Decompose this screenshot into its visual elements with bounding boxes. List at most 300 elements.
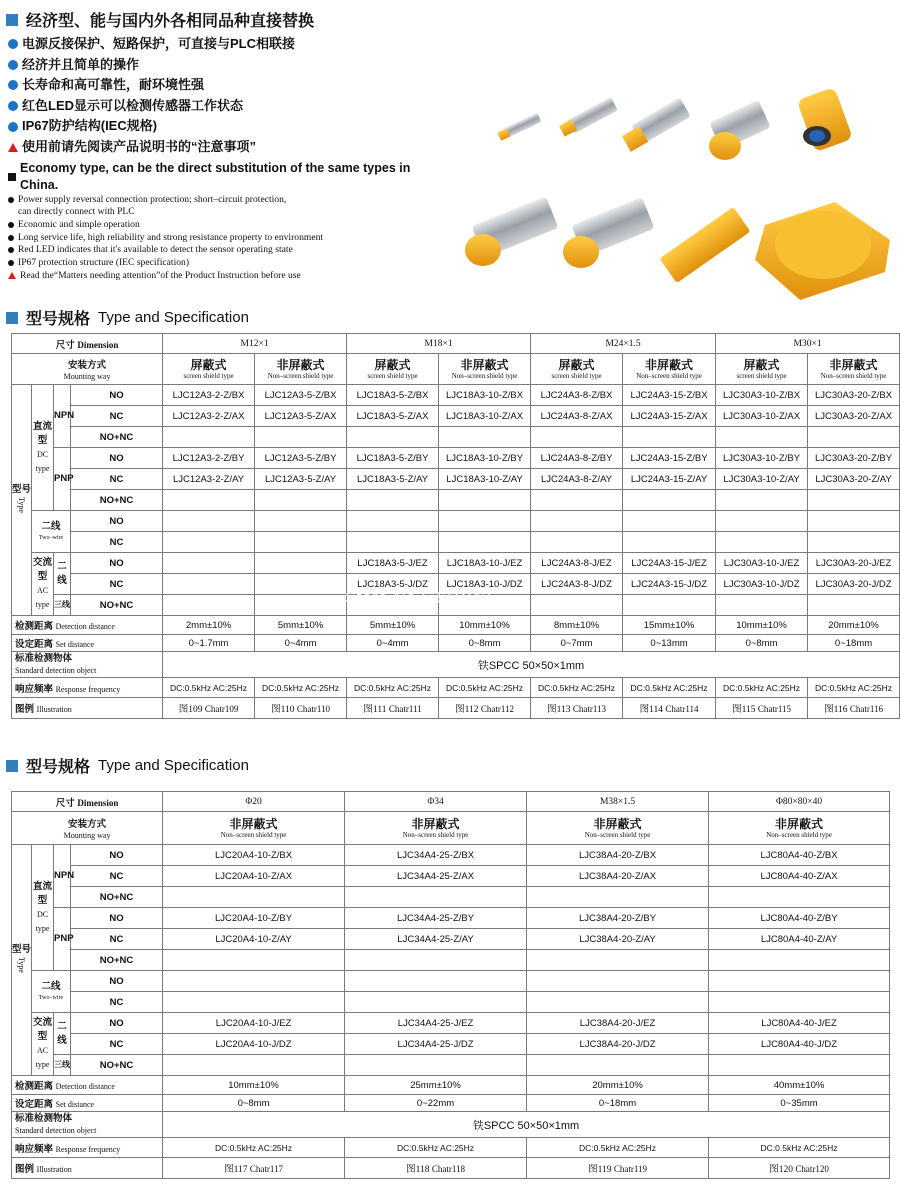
model-row [12, 469, 900, 490]
detection-cell: 20mm±10% [527, 1076, 709, 1095]
feature-item-en: Red LED indicates that it's available to detect the sensor operating state [8, 244, 448, 257]
model-row [12, 448, 900, 469]
model-row [12, 511, 900, 532]
feature-list [8, 34, 448, 282]
model-cell: LJC30A3-10-Z/AX [716, 406, 808, 427]
nonshield-type-header: 非屏蔽式 Non–screen shield type [345, 812, 527, 845]
model-cell: LJC80A4-40-J/DZ [709, 1034, 890, 1055]
dc-type-label: 直流型 DC type [32, 385, 54, 511]
output-signal-label: NC [71, 1034, 163, 1055]
model-cell [808, 595, 900, 616]
model-cell: LJC30A3-20-J/EZ [808, 553, 900, 574]
model-cell: LJC38A4-20-Z/AY [527, 929, 709, 950]
store-watermark: Store No.: 321042 [345, 588, 492, 607]
model-cell: LJC30A3-20-Z/BX [808, 385, 900, 406]
detection-row [12, 1076, 890, 1095]
three-wire-label: 三线 [54, 595, 71, 616]
model-cell: LJC24A3-8-Z/AY [531, 469, 623, 490]
model-cell [716, 595, 808, 616]
model-cell: LJC12A3-2-Z/BY [163, 448, 255, 469]
feature-item-en: can directly connect with PLC [18, 206, 135, 218]
model-cell: LJC38A4-20-Z/AX [527, 866, 709, 887]
model-cell [716, 427, 808, 448]
output-signal-label: NC [71, 866, 163, 887]
standard-object-label: 标准检测物体 Standard detection object [12, 652, 163, 678]
model-cell [439, 532, 531, 553]
model-cell: LJC30A3-20-Z/AX [808, 406, 900, 427]
model-row [12, 992, 890, 1013]
blue-dot-bullet-icon [8, 60, 18, 70]
mounting-label: 安装方式 Mounting way [12, 812, 163, 845]
model-cell [255, 490, 347, 511]
model-cell: LJC30A3-10-Z/BX [716, 385, 808, 406]
size-header: M18×1 [347, 334, 531, 354]
model-cell: LJC34A4-25-Z/AY [345, 929, 527, 950]
model-cell [531, 532, 623, 553]
shield-type-header: 屏蔽式 screen shield type [716, 354, 808, 385]
model-cell [709, 887, 890, 908]
model-row [12, 866, 890, 887]
nonshield-type-header: 非屏蔽式 Non–screen shield type [255, 354, 347, 385]
model-cell: LJC18A3-10-Z/AY [439, 469, 531, 490]
output-signal-label: NC [71, 929, 163, 950]
features-en-heading: Economy type, can be the direct substitution of the same types in China. [8, 160, 448, 194]
response-cell: DC:0.5kHz AC:25Hz [163, 1138, 345, 1158]
header-title-text: 经济型、能与国内外各相同品种直接替换 [26, 13, 315, 30]
model-row [12, 532, 900, 553]
model-cell [163, 490, 255, 511]
model-cell: LJC24A3-15-Z/AX [623, 406, 716, 427]
header-title [6, 8, 314, 31]
section1-title: 型号规格 Type and Specification [6, 306, 249, 329]
output-signal-label: NO [71, 845, 163, 866]
warning-triangle-icon [8, 272, 16, 279]
sensor-m30-long2-icon [563, 197, 655, 268]
detection-cell: 15mm±10% [623, 616, 716, 635]
sensor-square80-icon [755, 202, 890, 300]
model-cell: LJC20A4-10-Z/BY [163, 908, 345, 929]
model-cell [255, 511, 347, 532]
response-cell: DC:0.5kHz AC:25Hz [347, 678, 439, 698]
blue-dot-bullet-icon [8, 101, 18, 111]
model-cell: LJC30A3-10-J/EZ [716, 553, 808, 574]
output-signal-label: NO [71, 553, 163, 574]
model-cell: LJC20A4-10-Z/AX [163, 866, 345, 887]
model-cell: LJC20A4-10-J/DZ [163, 1034, 345, 1055]
model-cell: LJC80A4-40-Z/BY [709, 908, 890, 929]
feature-item-en: Read the“Matters needing attention”of the Product Instruction before use [8, 270, 448, 283]
model-cell: LJC20A4-10-J/EZ [163, 1013, 345, 1034]
model-cell: LJC18A3-5-Z/AX [347, 406, 439, 427]
model-row [12, 406, 900, 427]
model-cell: LJC12A3-5-Z/BY [255, 448, 347, 469]
square-bullet-icon [8, 173, 16, 181]
set-distance-cell: 0~1.7mm [163, 635, 255, 652]
model-cell [808, 490, 900, 511]
feature-item-cn: 电源反接保护、短路保护，可直接与PLC相联接 [8, 34, 448, 55]
size-header: Φ20 [163, 792, 345, 812]
illustration-cell: 图114 Chatr114 [623, 698, 716, 719]
model-cell: LJC18A3-10-Z/BY [439, 448, 531, 469]
response-cell: DC:0.5kHz AC:25Hz [716, 678, 808, 698]
set-distance-cell: 0~4mm [255, 635, 347, 652]
model-row [12, 1034, 890, 1055]
model-cell: LJC34A4-25-Z/BY [345, 908, 527, 929]
standard-object-cell: 铁SPCC 50×50×1mm [163, 652, 900, 678]
model-cell [163, 532, 255, 553]
feature-item-cn: 长寿命和高可靠性，耐环境性强 [8, 75, 448, 96]
output-signal-label: NO+NC [71, 427, 163, 448]
response-cell: DC:0.5kHz AC:25Hz [439, 678, 531, 698]
model-cell [163, 427, 255, 448]
model-row [12, 1013, 890, 1034]
model-row [12, 553, 900, 574]
feature-item-cn: 红色LED显示可以检测传感器工作状态 [8, 96, 448, 117]
model-cell: LJC80A4-40-Z/BX [709, 845, 890, 866]
set-distance-cell: 0~18mm [808, 635, 900, 652]
feature-item-en: Long service life, high reliability and strong resistance property to environment [8, 232, 448, 245]
model-cell [439, 490, 531, 511]
sensor-m30-icon [709, 100, 771, 160]
model-cell [347, 490, 439, 511]
illustration-label: 图例 Illustration [12, 698, 163, 719]
model-cell: LJC18A3-10-Z/BX [439, 385, 531, 406]
set-distance-cell: 0~13mm [623, 635, 716, 652]
sensor-phi34-icon [797, 87, 853, 152]
illustration-cell: 图109 Chatr109 [163, 698, 255, 719]
set-distance-row [12, 635, 900, 652]
model-cell: LJC18A3-5-J/EZ [347, 553, 439, 574]
model-cell: LJC38A4-20-Z/BY [527, 908, 709, 929]
shield-type-header: 屏蔽式 screen shield type [531, 354, 623, 385]
warning-triangle-icon [8, 143, 18, 152]
model-cell: LJC12A3-2-Z/BX [163, 385, 255, 406]
standard-object-row [12, 1112, 890, 1138]
square-bullet-icon [6, 14, 18, 26]
model-cell [345, 950, 527, 971]
output-signal-label: NO [71, 908, 163, 929]
model-cell: LJC34A4-25-Z/AX [345, 866, 527, 887]
model-cell: LJC24A3-8-Z/BX [531, 385, 623, 406]
response-row [12, 678, 900, 698]
model-cell: LJC34A4-25-J/EZ [345, 1013, 527, 1034]
set-distance-cell: 0~22mm [345, 1095, 527, 1112]
output-signal-label: NO+NC [71, 950, 163, 971]
model-cell [345, 1055, 527, 1076]
size-header: Φ80×80×40 [709, 792, 890, 812]
detection-cell: 25mm±10% [345, 1076, 527, 1095]
model-row [12, 908, 890, 929]
model-cell [808, 532, 900, 553]
set-distance-label: 设定距离 Set distance [12, 635, 163, 652]
illustration-cell: 图116 Chatr116 [808, 698, 900, 719]
model-cell: LJC24A3-15-Z/AY [623, 469, 716, 490]
response-label: 响应频率 Response frequency [12, 1138, 163, 1158]
ac-type-label: 交流型 AC type [32, 553, 54, 616]
output-signal-label: NC [71, 406, 163, 427]
model-cell [163, 574, 255, 595]
model-cell: LJC24A3-15-J/DZ [623, 574, 716, 595]
model-cell: LJC24A3-8-Z/BY [531, 448, 623, 469]
model-cell [527, 971, 709, 992]
dc-type-label: 直流型 DC type [32, 845, 54, 971]
model-row [12, 427, 900, 448]
model-cell: LJC18A3-10-J/DZ [439, 574, 531, 595]
illustration-row [12, 1158, 890, 1179]
blue-dot-bullet-icon [8, 122, 18, 132]
model-cell: LJC12A3-5-Z/AX [255, 406, 347, 427]
nonshield-type-header: 非屏蔽式 Non–screen shield type [623, 354, 716, 385]
model-cell: LJC30A3-10-Z/BY [716, 448, 808, 469]
model-row [12, 929, 890, 950]
model-cell [531, 490, 623, 511]
detection-cell: 20mm±10% [808, 616, 900, 635]
model-cell [531, 427, 623, 448]
model-cell [347, 532, 439, 553]
model-cell [709, 950, 890, 971]
output-signal-label: NC [71, 469, 163, 490]
model-cell [345, 992, 527, 1013]
two-wire-label: 二线 Two–wire [32, 511, 71, 553]
standard-object-row [12, 652, 900, 678]
shield-type-header: 屏蔽式 screen shield type [163, 354, 255, 385]
detection-cell: 2mm±10% [163, 616, 255, 635]
section2-title: 型号规格 Type and Specification [6, 754, 249, 777]
model-cell [163, 553, 255, 574]
illustration-row [12, 698, 900, 719]
output-signal-label: NC [71, 992, 163, 1013]
sensor-m30-long-icon [465, 196, 558, 266]
black-dot-bullet-icon [8, 222, 14, 228]
pnp-label: PNP [54, 448, 71, 511]
model-cell [345, 971, 527, 992]
detection-label: 检测距离 Detection distance [12, 616, 163, 635]
model-cell: LJC12A3-5-Z/AY [255, 469, 347, 490]
output-signal-label: NO+NC [71, 595, 163, 616]
blue-dot-bullet-icon [8, 39, 18, 49]
black-dot-bullet-icon [8, 235, 14, 241]
model-row [12, 1055, 890, 1076]
detection-cell: 10mm±10% [716, 616, 808, 635]
size-header: M12×1 [163, 334, 347, 354]
set-distance-cell: 0~8mm [439, 635, 531, 652]
detection-cell: 10mm±10% [163, 1076, 345, 1095]
detection-cell: 5mm±10% [255, 616, 347, 635]
pnp-label: PNP [54, 908, 71, 971]
two-wire-label: 二线 Two–wire [32, 971, 71, 1013]
model-cell: LJC20A4-10-Z/AY [163, 929, 345, 950]
model-cell [439, 427, 531, 448]
model-cell [347, 511, 439, 532]
model-cell: LJC38A4-20-J/EZ [527, 1013, 709, 1034]
black-dot-bullet-icon [8, 247, 14, 253]
size-header: M24×1.5 [531, 334, 716, 354]
model-row [12, 950, 890, 971]
response-cell: DC:0.5kHz AC:25Hz [345, 1138, 527, 1158]
nonshield-type-header: 非屏蔽式 Non–screen shield type [808, 354, 900, 385]
model-cell [623, 490, 716, 511]
size-header: Φ34 [345, 792, 527, 812]
model-cell [527, 950, 709, 971]
model-cell [347, 427, 439, 448]
model-cell: LJC30A3-10-Z/AY [716, 469, 808, 490]
model-cell [163, 595, 255, 616]
output-signal-label: NO+NC [71, 887, 163, 908]
model-cell [623, 511, 716, 532]
npn-label: NPN [54, 845, 71, 908]
model-cell: LJC24A3-15-J/EZ [623, 553, 716, 574]
model-cell [163, 971, 345, 992]
npn-label: NPN [54, 385, 71, 448]
model-cell [716, 532, 808, 553]
output-signal-label: NO [71, 511, 163, 532]
feature-item-cn: 经济并且简单的操作 [8, 55, 448, 76]
set-distance-cell: 0~8mm [163, 1095, 345, 1112]
model-cell: LJC12A3-2-Z/AY [163, 469, 255, 490]
model-cell: LJC24A3-8-J/DZ [531, 574, 623, 595]
output-signal-label: NC [71, 574, 163, 595]
nonshield-type-header: 非屏蔽式 Non–screen shield type [439, 354, 531, 385]
sensor-m18-icon [559, 97, 618, 137]
model-cell: LJC80A4-40-Z/AX [709, 866, 890, 887]
model-cell: LJC24A3-15-Z/BY [623, 448, 716, 469]
square-bullet-icon [6, 760, 18, 772]
illustration-cell: 图118 Chatr118 [345, 1158, 527, 1179]
output-signal-label: NO [71, 1013, 163, 1034]
model-cell [808, 511, 900, 532]
set-distance-cell: 0~18mm [527, 1095, 709, 1112]
model-cell: LJC34A4-25-J/DZ [345, 1034, 527, 1055]
model-cell: LJC30A3-20-Z/AY [808, 469, 900, 490]
model-cell [709, 992, 890, 1013]
model-cell [163, 992, 345, 1013]
model-cell: LJC18A3-10-J/EZ [439, 553, 531, 574]
detection-row [12, 616, 900, 635]
response-cell: DC:0.5kHz AC:25Hz [255, 678, 347, 698]
response-row [12, 1138, 890, 1158]
model-cell: LJC38A4-20-J/DZ [527, 1034, 709, 1055]
model-cell: LJC38A4-20-Z/BX [527, 845, 709, 866]
ac-type-label: 交流型 AC type [32, 1013, 54, 1076]
black-dot-bullet-icon [8, 260, 14, 266]
model-cell [808, 427, 900, 448]
illustration-cell: 图112 Chatr112 [439, 698, 531, 719]
size-header: M30×1 [716, 334, 900, 354]
output-signal-label: NO [71, 448, 163, 469]
output-signal-label: NC [71, 532, 163, 553]
model-cell: LJC18A3-5-Z/BY [347, 448, 439, 469]
model-cell [255, 553, 347, 574]
model-cell [163, 511, 255, 532]
model-cell: LJC24A3-8-J/EZ [531, 553, 623, 574]
set-distance-cell: 0~35mm [709, 1095, 890, 1112]
model-cell: LJC20A4-10-Z/BX [163, 845, 345, 866]
output-signal-label: NO [71, 971, 163, 992]
sensor-m12-icon [497, 113, 541, 141]
output-signal-label: NO+NC [71, 490, 163, 511]
model-label: 型号 Type [12, 845, 32, 1076]
model-cell [527, 1055, 709, 1076]
nonshield-type-header: 非屏蔽式 Non–screen shield type [709, 812, 890, 845]
model-row [12, 385, 900, 406]
model-cell: LJC30A3-20-J/DZ [808, 574, 900, 595]
feature-item-cn: 使用前请先阅读产品说明书的“注意事项” [8, 137, 448, 158]
model-cell: LJC18A3-10-Z/AX [439, 406, 531, 427]
size-header: M38×1.5 [527, 792, 709, 812]
response-cell: DC:0.5kHz AC:25Hz [527, 1138, 709, 1158]
model-cell: LJC24A3-15-Z/BX [623, 385, 716, 406]
model-cell [531, 511, 623, 532]
detection-label: 检测距离 Detection distance [12, 1076, 163, 1095]
illustration-cell: 图111 Chatr111 [347, 698, 439, 719]
detection-cell: 5mm±10% [347, 616, 439, 635]
three-wire-label: 三线 [54, 1055, 71, 1076]
illustration-label: 图例 Illustration [12, 1158, 163, 1179]
black-dot-bullet-icon [8, 197, 14, 203]
feature-item-en: Economic and simple operation [8, 219, 448, 232]
response-cell: DC:0.5kHz AC:25Hz [531, 678, 623, 698]
shield-type-header: 屏蔽式 screen shield type [347, 354, 439, 385]
illustration-cell: 图117 Chatr117 [163, 1158, 345, 1179]
model-cell [716, 511, 808, 532]
model-cell [163, 950, 345, 971]
model-cell [255, 427, 347, 448]
output-signal-label: NO+NC [71, 1055, 163, 1076]
model-row [12, 490, 900, 511]
illustration-cell: 图113 Chatr113 [531, 698, 623, 719]
sensor-phi20-icon [660, 207, 751, 283]
response-cell: DC:0.5kHz AC:25Hz [623, 678, 716, 698]
model-cell: LJC30A3-20-Z/BY [808, 448, 900, 469]
response-cell: DC:0.5kHz AC:25Hz [163, 678, 255, 698]
illustration-cell: 图119 Chatr119 [527, 1158, 709, 1179]
model-row [12, 887, 890, 908]
model-cell [255, 532, 347, 553]
model-cell [623, 427, 716, 448]
model-cell: LJC18A3-5-Z/AY [347, 469, 439, 490]
model-cell [716, 490, 808, 511]
product-photos [455, 80, 895, 310]
two-wire-label: 二线 [54, 1013, 71, 1055]
response-cell: DC:0.5kHz AC:25Hz [808, 678, 900, 698]
standard-object-label: 标准检测物体 Standard detection object [12, 1112, 163, 1138]
detection-cell: 8mm±10% [531, 616, 623, 635]
detection-cell: 10mm±10% [439, 616, 531, 635]
model-row [12, 845, 890, 866]
set-distance-cell: 0~7mm [531, 635, 623, 652]
model-cell [527, 887, 709, 908]
response-label: 响应频率 Response frequency [12, 678, 163, 698]
model-row [12, 971, 890, 992]
nonshield-type-header: 非屏蔽式 Non–screen shield type [163, 812, 345, 845]
sensor-m24-icon [622, 97, 691, 151]
blue-dot-bullet-icon [8, 80, 18, 90]
model-cell: LJC18A3-5-J/DZ [347, 574, 439, 595]
detection-cell: 40mm±10% [709, 1076, 890, 1095]
standard-object-cell: 铁SPCC 50×50×1mm [163, 1112, 890, 1138]
illustration-cell: 图115 Chatr115 [716, 698, 808, 719]
model-cell [255, 595, 347, 616]
set-distance-cell: 0~4mm [347, 635, 439, 652]
illustration-cell: 图120 Chatr120 [709, 1158, 890, 1179]
model-cell: LJC18A3-5-Z/BX [347, 385, 439, 406]
model-cell [439, 511, 531, 532]
model-cell: LJC80A4-40-J/EZ [709, 1013, 890, 1034]
model-cell [709, 1055, 890, 1076]
feature-item-cn: IP67防护结构(IEC规格) [8, 116, 448, 137]
model-cell: LJC12A3-2-Z/AX [163, 406, 255, 427]
output-signal-label: NO [71, 385, 163, 406]
